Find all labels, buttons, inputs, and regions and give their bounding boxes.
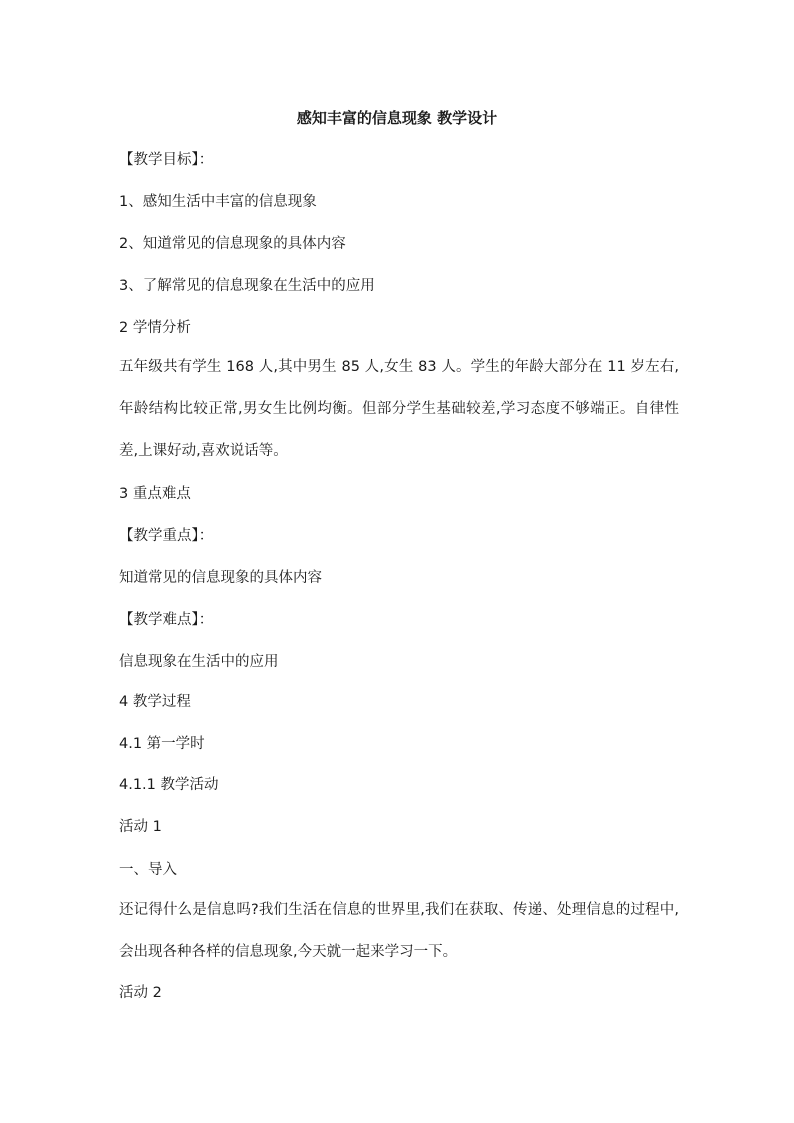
document-title: 感知丰富的信息现象 教学设计 — [296, 109, 498, 127]
section-heading-teaching-process: 4 教学过程 — [119, 694, 191, 710]
difficulty-text: 信息现象在生活中的应用 — [119, 654, 279, 670]
subsection-heading-first-lesson: 4.1 第一学时 — [119, 736, 205, 752]
activity-1-label: 活动 1 — [119, 819, 162, 835]
goal-item-1: 1、感知生活中丰富的信息现象 — [119, 194, 317, 210]
section-label-key-point: 【教学重点】： — [119, 528, 214, 544]
goal-item-3: 3、了解常见的信息现象在生活中的应用 — [119, 278, 375, 294]
activity-2-label: 活动 2 — [119, 985, 162, 1001]
intro-paragraph: 还记得什么是信息吗?我们生活在信息的世界里,我们在获取、传递、处理信息的过程中,会出现各种各样的信息现象,今天就一起来学习一下。 — [119, 902, 679, 960]
subsection-heading-activities: 4.1.1 教学活动 — [119, 777, 219, 793]
section-label-teaching-goals: 【教学目标】： — [119, 152, 214, 168]
key-point-text: 知道常见的信息现象的具体内容 — [119, 570, 322, 586]
section-heading-key-points: 3 重点难点 — [119, 486, 191, 502]
section-label-difficulty: 【教学难点】： — [119, 612, 214, 628]
intro-heading: 一、导入 — [119, 862, 177, 878]
student-analysis-paragraph: 五年级共有学生 168 人,其中男生 85 人,女生 83 人。学生的年龄大部分在 11 岁左右,年龄结构比较正常,男女生比例均衡。但部分学生基础较差,学习态度不够端正。自律性差,上课好动,喜欢说话等。 — [119, 359, 679, 459]
section-heading-student-analysis: 2 学情分析 — [119, 320, 191, 336]
goal-item-2: 2、知道常见的信息现象的具体内容 — [119, 236, 346, 252]
